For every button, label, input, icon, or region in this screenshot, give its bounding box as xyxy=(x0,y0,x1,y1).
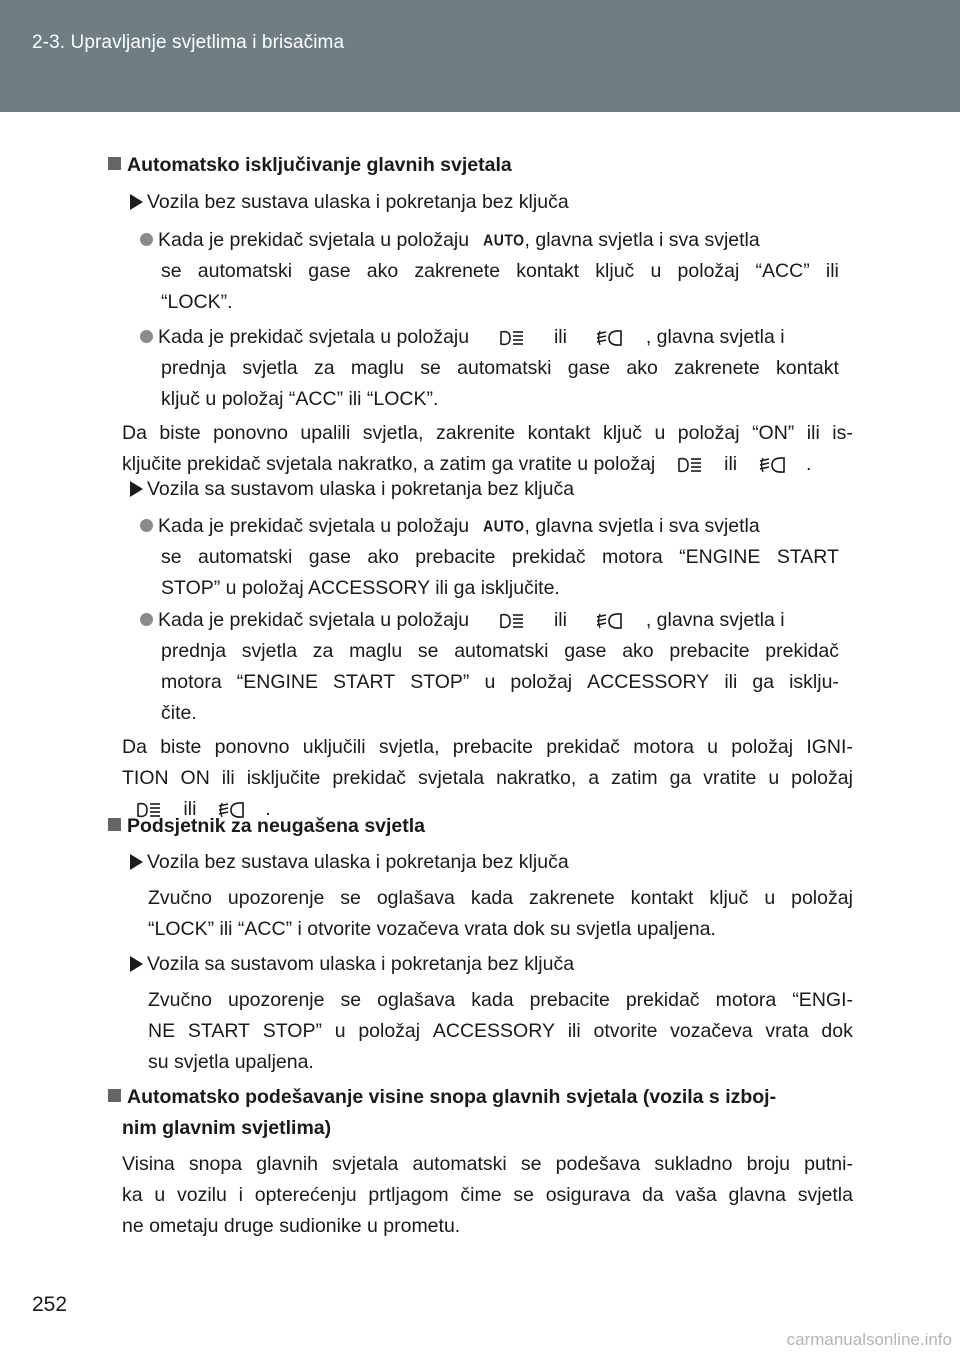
bullet-item: Kada je prekidač svjetala u položaju ili , glavna svjetla i xyxy=(140,322,839,353)
bullet-text-line: prednja svjetla za maglu se automatski gase ako prebacite prekidač xyxy=(161,640,839,662)
section-heading-line: nim glavnim svjetlima) xyxy=(122,1117,332,1139)
paragraph-line: “LOCK” ili “ACC” i otvorite vozačeva vrata dok su svjetla upaljena. xyxy=(148,918,716,940)
square-bullet-icon xyxy=(108,818,121,831)
bullet-text-line: se automatski gase ako prebacite prekidač motora “ENGINE START xyxy=(161,546,839,568)
bullet-text-line: se automatski gase ako zakrenete kontakt ključ u položaj “ACC” ili xyxy=(161,260,839,282)
circle-bullet-icon xyxy=(140,613,153,626)
paragraph-line: Zvučno upozorenje se oglašava kada prebacite prekidač motora “ENGI- xyxy=(148,989,853,1011)
circle-bullet-icon xyxy=(140,233,153,246)
section-heading-auto-off: Automatsko isključivanje glavnih svjetala xyxy=(108,150,512,181)
bullet-text-line: motora “ENGINE START STOP” u položaj ACCESSORY ili ga isklju- xyxy=(161,671,839,693)
front-fog-light-icon xyxy=(757,454,787,476)
subheading-smart-key: Vozila sa sustavom ulaska i pokretanja bez ključa xyxy=(130,949,574,980)
paragraph-line: ili . xyxy=(122,794,271,825)
section-heading-beam-level: Automatsko podešavanje visine snopa glavnih svjetala (vozila s izboj- xyxy=(108,1082,853,1113)
paragraph-line: NE START STOP” u položaj ACCESSORY ili otvorite vozačeva vrata dok xyxy=(148,1020,853,1042)
page-header xyxy=(0,0,960,112)
triangle-bullet-icon xyxy=(130,481,143,497)
paragraph-line: su svjetla upaljena. xyxy=(148,1051,314,1073)
chapter-title: 2-3. Upravljanje svjetlima i brisačima xyxy=(32,32,345,53)
page-number: 252 xyxy=(32,1293,68,1316)
subheading-no-smart-key: Vozila bez sustava ulaska i pokretanja bez ključa xyxy=(130,187,569,218)
bullet-item: Kada je prekidač svjetala u položaju AUTO, glavna svjetla i sva svjetla xyxy=(140,225,839,256)
paragraph-line: ka u vozilu i opterećenju prtljagom čime se osigurava da vaša glavna svjetla xyxy=(122,1184,853,1206)
bullet-item: Kada je prekidač svjetala u položaju ili , glavna svjetla i xyxy=(140,605,839,636)
bullet-item: Kada je prekidač svjetala u položaju AUTO, glavna svjetla i sva svjetla xyxy=(140,511,839,542)
triangle-bullet-icon xyxy=(130,194,143,210)
bullet-text-line: ključ u položaj “ACC” ili “LOCK”. xyxy=(161,388,439,410)
subheading-smart-key: Vozila sa sustavom ulaska i pokretanja bez ključa xyxy=(130,474,574,505)
circle-bullet-icon xyxy=(140,330,153,343)
bullet-text-line: “LOCK”. xyxy=(161,291,233,313)
triangle-bullet-icon xyxy=(130,854,143,870)
headlight-icon xyxy=(497,610,527,632)
auto-icon: AUTO xyxy=(483,516,525,536)
bullet-text-line: prednja svjetla za maglu se automatski gase ako zakrenete kontakt xyxy=(161,357,839,379)
bullet-text-line: STOP” u položaj ACCESSORY ili ga isključite. xyxy=(161,577,560,599)
paragraph-line: ključite prekidač svjetala nakratko, a zatim ga vratite u položaj ili . xyxy=(122,453,812,475)
square-bullet-icon xyxy=(108,157,121,170)
triangle-bullet-icon xyxy=(130,956,143,972)
front-fog-light-icon xyxy=(594,327,624,349)
subheading-no-smart-key: Vozila bez sustava ulaska i pokretanja bez ključa xyxy=(130,847,569,878)
auto-icon: AUTO xyxy=(483,230,525,250)
watermark: carmanualsonline.info xyxy=(786,1330,952,1349)
headlight-icon xyxy=(497,327,527,349)
front-fog-light-icon xyxy=(594,610,624,632)
paragraph-line: Zvučno upozorenje se oglašava kada zakrenete kontakt ključ u položaj xyxy=(148,887,853,909)
circle-bullet-icon xyxy=(140,519,153,532)
headlight-icon xyxy=(675,454,705,476)
section-heading-reminder: Podsjetnik za neugašena svjetla xyxy=(108,811,425,842)
paragraph-line: TION ON ili isključite prekidač svjetala nakratko, a zatim ga vratite u položaj xyxy=(122,767,853,789)
paragraph-line: Da biste ponovno upalili svjetla, zakrenite kontakt ključ u položaj “ON” ili is- xyxy=(122,422,853,444)
square-bullet-icon xyxy=(108,1089,121,1102)
paragraph-line: Da biste ponovno uključili svjetla, prebacite prekidač motora u položaj IGNI- xyxy=(122,736,853,758)
paragraph-line: Visina snopa glavnih svjetala automatski se podešava sukladno broju putni- xyxy=(122,1153,853,1175)
paragraph-line: ne ometaju druge sudionike u prometu. xyxy=(122,1215,461,1237)
bullet-text-line: čite. xyxy=(161,702,197,724)
